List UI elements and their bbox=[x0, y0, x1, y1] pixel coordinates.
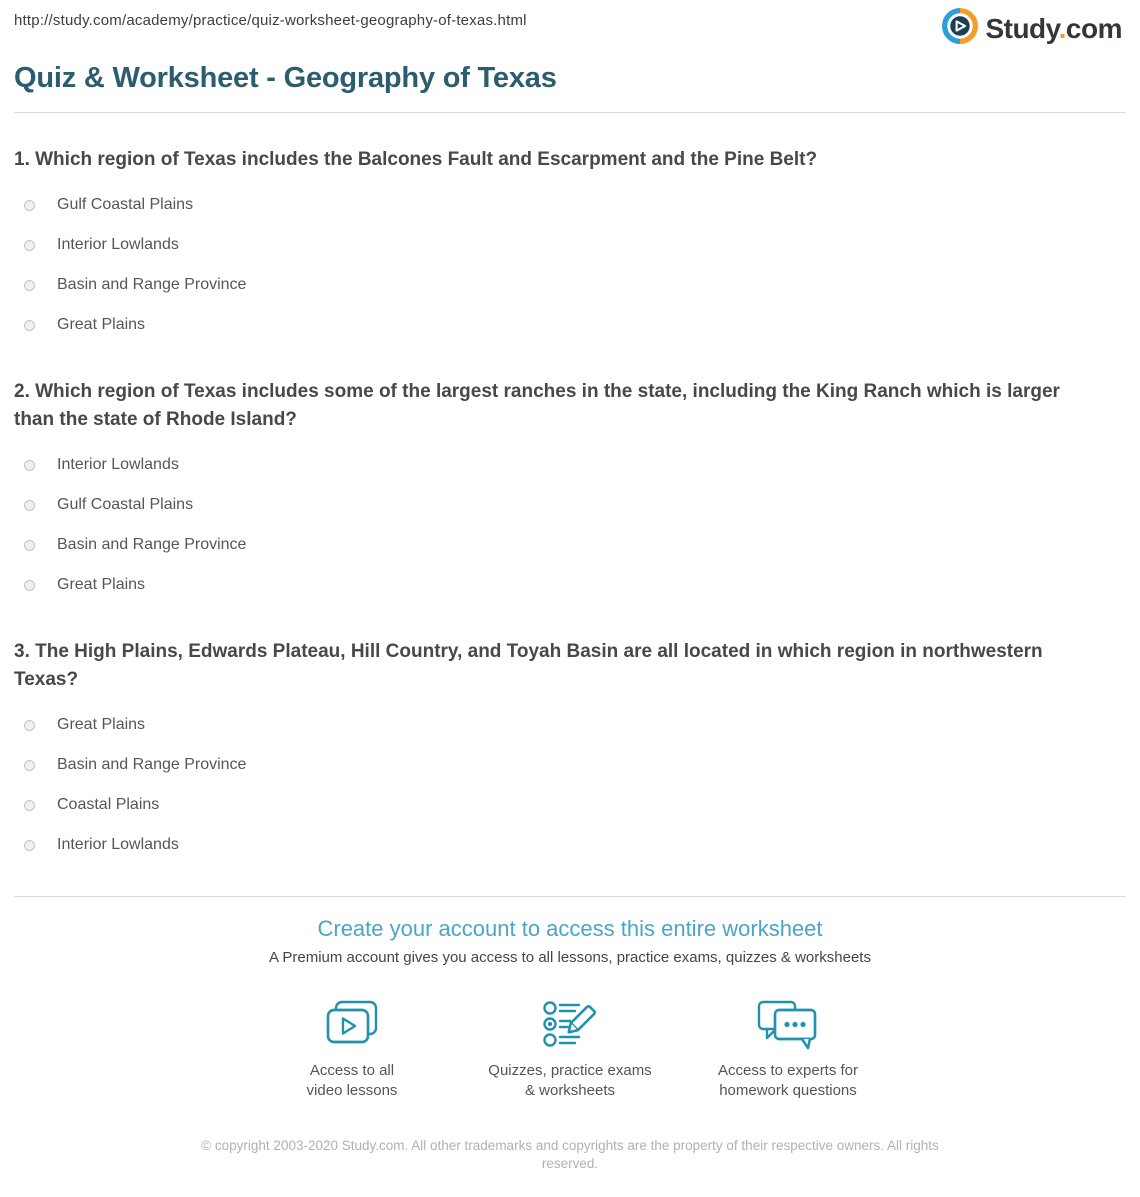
radio-button-icon[interactable] bbox=[24, 500, 35, 511]
radio-button-icon[interactable] bbox=[24, 720, 35, 731]
studycom-logo-icon bbox=[942, 8, 978, 49]
studycom-logo[interactable] bbox=[942, 8, 1122, 49]
video-lessons-icon bbox=[250, 999, 454, 1055]
question-block bbox=[14, 378, 1126, 605]
expert-chat-icon bbox=[686, 999, 890, 1055]
question-text: 2. Which region of Texas includes some of the largest ranches in the state, including the King Ranch which is larger than the state of Rhode Island? bbox=[14, 381, 1060, 430]
answer-option[interactable] bbox=[14, 825, 1126, 865]
create-account-link[interactable]: Create your account to access this entire worksheet bbox=[317, 916, 823, 941]
feature-label: Access to experts for homework questions bbox=[717, 1062, 859, 1099]
feature-label: Quizzes, practice exams & worksheets bbox=[488, 1062, 652, 1099]
answer-option[interactable] bbox=[14, 785, 1126, 825]
answer-options bbox=[14, 185, 1126, 345]
radio-button-icon[interactable] bbox=[24, 280, 35, 291]
title-divider bbox=[14, 112, 1126, 113]
answer-option-label: Interior Lowlands bbox=[57, 836, 179, 853]
answer-options bbox=[14, 445, 1126, 605]
answer-option-label: Gulf Coastal Plains bbox=[57, 196, 194, 213]
answer-option[interactable] bbox=[14, 705, 1126, 745]
answer-option-label: Great Plains bbox=[57, 316, 146, 333]
page-title: Quiz & Worksheet - Geography of Texas bbox=[14, 62, 557, 94]
question-text: 1. Which region of Texas includes the Balcones Fault and Escarpment and the Pine Belt? bbox=[14, 149, 818, 170]
radio-button-icon[interactable] bbox=[24, 240, 35, 251]
radio-button-icon[interactable] bbox=[24, 760, 35, 771]
feature-list bbox=[0, 999, 1140, 1101]
answer-option[interactable] bbox=[14, 565, 1126, 605]
studycom-logo-text: Study.com bbox=[985, 12, 1122, 44]
question-block bbox=[14, 638, 1126, 865]
answer-option-label: Basin and Range Province bbox=[57, 276, 247, 293]
answer-option-label: Great Plains bbox=[57, 716, 146, 733]
answer-option-label: Coastal Plains bbox=[57, 796, 160, 813]
answer-option-label: Basin and Range Province bbox=[57, 536, 247, 553]
page-url: http://study.com/academy/practice/quiz-worksheet-geography-of-texas.html bbox=[14, 12, 527, 29]
answer-option[interactable] bbox=[14, 445, 1126, 485]
cta-section bbox=[0, 897, 1140, 1101]
answer-option-label: Interior Lowlands bbox=[57, 236, 179, 253]
question-block bbox=[14, 146, 1126, 345]
quiz-questions bbox=[0, 146, 1140, 865]
copyright-notice: © copyright 2003-2020 Study.com. All other trademarks and copyrights are the property of their respective owners. All rights reserved. bbox=[201, 1138, 939, 1171]
radio-button-icon[interactable] bbox=[24, 320, 35, 331]
feature-label: Access to all video lessons bbox=[306, 1062, 398, 1099]
answer-option[interactable] bbox=[14, 485, 1126, 525]
answer-option[interactable] bbox=[14, 305, 1126, 345]
answer-option[interactable] bbox=[14, 265, 1126, 305]
question-text: 3. The High Plains, Edwards Plateau, Hill Country, and Toyah Basin are all located in which region in northwestern Texas? bbox=[14, 641, 1043, 690]
answer-option-label: Gulf Coastal Plains bbox=[57, 496, 194, 513]
radio-button-icon[interactable] bbox=[24, 800, 35, 811]
radio-button-icon[interactable] bbox=[24, 540, 35, 551]
premium-account-subtext: A Premium account gives you access to all lessons, practice exams, quizzes & worksheets bbox=[269, 949, 871, 966]
feature-video-lessons bbox=[250, 999, 454, 1101]
quiz-worksheet-icon bbox=[468, 999, 672, 1055]
answer-option-label: Interior Lowlands bbox=[57, 456, 179, 473]
answer-option-label: Basin and Range Province bbox=[57, 756, 247, 773]
radio-button-icon[interactable] bbox=[24, 580, 35, 591]
answer-option[interactable] bbox=[14, 525, 1126, 565]
radio-button-icon[interactable] bbox=[24, 460, 35, 471]
answer-option[interactable] bbox=[14, 745, 1126, 785]
answer-option[interactable] bbox=[14, 225, 1126, 265]
radio-button-icon[interactable] bbox=[24, 200, 35, 211]
radio-button-icon[interactable] bbox=[24, 840, 35, 851]
feature-expert-help bbox=[686, 999, 890, 1101]
answer-option-label: Great Plains bbox=[57, 576, 146, 593]
answer-option[interactable] bbox=[14, 185, 1126, 225]
answer-options bbox=[14, 705, 1126, 865]
feature-quizzes-worksheets bbox=[468, 999, 672, 1101]
